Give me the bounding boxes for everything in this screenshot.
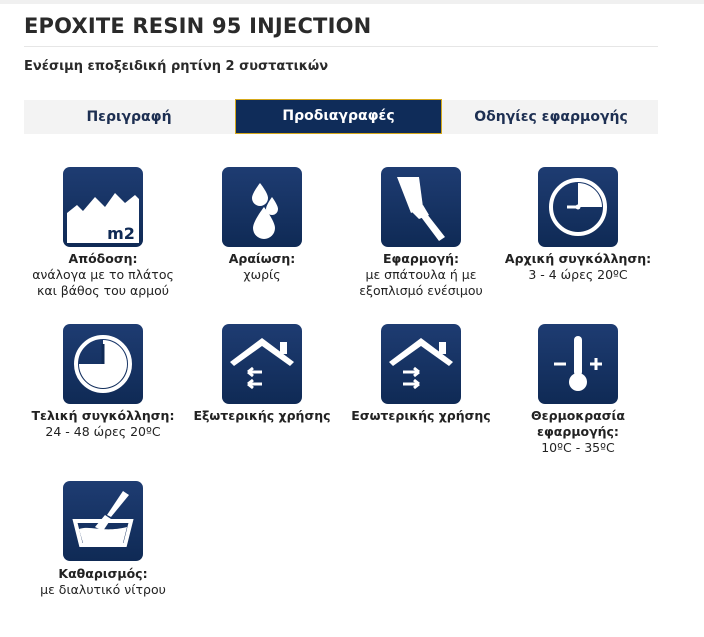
feature-title: Καθαρισμός:	[58, 566, 148, 581]
tab-description[interactable]: Περιγραφή	[86, 109, 172, 125]
thermometer-icon	[538, 324, 618, 404]
product-subtitle: Ενέσιμη εποξειδική ρητίνη 2 συστατικών	[24, 59, 329, 74]
spatula-icon	[381, 167, 461, 247]
feature-title: Αρχική συγκόλληση:	[504, 251, 652, 266]
feature-value: εξοπλισμό ενέσιμου	[359, 283, 483, 298]
feature-title: Εσωτερικής χρήσης	[351, 408, 491, 423]
feature-value: 24 - 48 ώρες 20ºC	[45, 424, 161, 439]
tab-bar	[24, 100, 658, 134]
feature-value: 3 - 4 ώρες 20ºC	[528, 267, 628, 282]
top-border	[0, 0, 704, 4]
feature-value: και βάθος του αρμού	[36, 283, 170, 298]
feature-title: Εξωτερικής χρήσης	[193, 408, 331, 423]
feature-application	[336, 251, 506, 299]
feature-title: Θερμοκρασία	[531, 408, 625, 423]
feature-value: χωρίς	[243, 267, 281, 282]
page-title: EPOXITE RESIN 95 INJECTION	[24, 14, 372, 38]
tab-specifications[interactable]: Προδιαγραφές	[235, 99, 442, 134]
exterior-use-icon	[222, 324, 302, 404]
cleaning-brush-icon	[63, 481, 143, 561]
feature-application-temperature	[493, 408, 663, 456]
coverage-m2-icon	[63, 167, 143, 247]
feature-title: Εφαρμογή:	[382, 251, 460, 266]
title-divider	[24, 46, 658, 47]
feature-title: Απόδοση:	[68, 251, 138, 266]
feature-exterior-use	[177, 408, 347, 424]
feature-cleaning	[18, 566, 188, 598]
feature-value: με σπάτουλα ή με	[365, 267, 477, 282]
interior-use-icon	[381, 324, 461, 404]
svg-text:m2: m2	[107, 224, 135, 243]
feature-value: με διαλυτικό νίτρου	[40, 582, 166, 597]
feature-title: Αραίωση:	[228, 251, 296, 266]
feature-initial-bond	[493, 251, 663, 283]
feature-value: 10ºC - 35ºC	[541, 440, 615, 455]
feature-thinning	[177, 251, 347, 283]
drops-icon	[222, 167, 302, 247]
feature-coverage	[18, 251, 188, 299]
clock-three-quarter-icon	[63, 324, 143, 404]
clock-quarter-icon	[538, 167, 618, 247]
feature-title-line2: εφαρμογής:	[537, 424, 619, 439]
tab-application-instructions[interactable]: Οδηγίες εφαρμογής	[474, 109, 628, 125]
feature-value: ανάλογα με το πλάτος	[32, 267, 174, 282]
feature-final-bond	[18, 408, 188, 440]
feature-title: Τελική συγκόλληση:	[31, 408, 175, 423]
feature-interior-use	[336, 408, 506, 424]
